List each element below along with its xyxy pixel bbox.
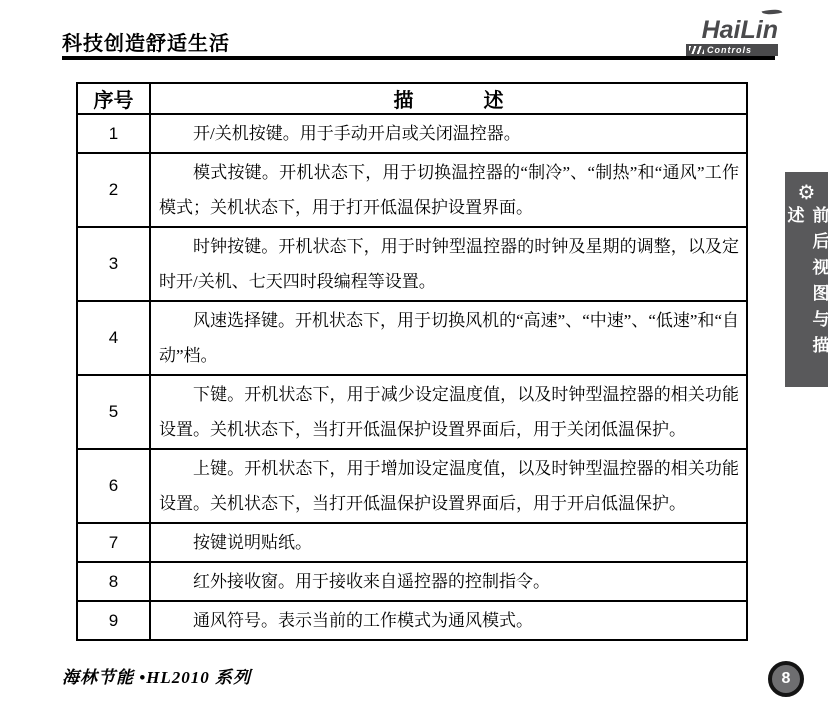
row-description-text: 按键说明贴纸。 — [193, 533, 312, 552]
table-row — [77, 562, 747, 601]
row-description — [150, 601, 747, 640]
table-row — [77, 301, 747, 375]
row-description-text: 风速选择键。开机状态下，用于切换风机的“高速”、“中速”、“低速”和“自动”档。 — [159, 311, 739, 365]
table-header-description — [150, 83, 747, 114]
row-number: 6 — [77, 449, 150, 523]
header-desc-right: 述 — [483, 90, 504, 112]
logo-brand-text — [686, 18, 778, 43]
logo-brand-word: HaiLin — [701, 16, 778, 44]
table-row — [77, 153, 747, 227]
row-number: 2 — [77, 153, 150, 227]
page-number: 8 — [781, 670, 791, 687]
table-row — [77, 449, 747, 523]
logo-bars-icon — [689, 46, 704, 54]
row-number: 9 — [77, 601, 150, 640]
header-desc-left: 描 — [393, 90, 414, 112]
row-description-text: 下键。开机状态下，用于减少设定温度值，以及时钟型温控器的相关功能设置。关机状态下，当打开低温保护设置界面后，用于关闭低温保护。 — [159, 385, 739, 439]
row-description — [150, 562, 747, 601]
table-head — [77, 83, 747, 114]
table-row — [77, 375, 747, 449]
row-description — [150, 449, 747, 523]
row-number: 5 — [77, 375, 150, 449]
header-slogan: 科技创造舒适生活 — [62, 33, 230, 55]
table-row — [77, 601, 747, 640]
footer-series-text: 海林节能 •HL2010 系列 — [62, 668, 252, 687]
row-number: 4 — [77, 301, 150, 375]
section-tab — [785, 172, 828, 387]
row-description — [150, 523, 747, 562]
header-rule — [62, 56, 775, 60]
page-number-badge — [768, 661, 804, 697]
row-description — [150, 227, 747, 301]
row-description-text: 通风符号。表示当前的工作模式为通风模式。 — [193, 611, 533, 630]
table-header-number: 序号 — [77, 83, 150, 114]
table-body — [77, 114, 747, 640]
table-row — [77, 227, 747, 301]
description-table — [76, 82, 748, 641]
row-description — [150, 153, 747, 227]
row-description-text: 时钟按键。开机状态下，用于时钟型温控器的时钟及星期的调整，以及定时开/关机、七天四时段编程等设置。 — [159, 237, 739, 291]
row-description — [150, 301, 747, 375]
logo-banner — [686, 44, 778, 56]
row-description-text: 模式按键。开机状态下，用于切换温控器的“制冷”、“制热”和“通风”工作模式；关机状态下，用于打开低温保护设置界面。 — [159, 163, 739, 217]
table-row — [77, 523, 747, 562]
row-description-text: 红外接收窗。用于接收来自遥控器的控制指令。 — [193, 572, 550, 591]
row-description-text: 上键。开机状态下，用于增加设定温度值，以及时钟型温控器的相关功能设置。关机状态下，当打开低温保护设置界面后，用于开启低温保护。 — [159, 459, 739, 513]
row-number: 7 — [77, 523, 150, 562]
logo-tagline: Controls — [707, 45, 752, 55]
gear-icon: ⚙ — [797, 180, 816, 204]
table-row — [77, 114, 747, 153]
row-number: 1 — [77, 114, 150, 153]
table-header-row — [77, 83, 747, 114]
row-description — [150, 114, 747, 153]
section-tab-label: 前后视图与描述 — [784, 206, 829, 362]
row-description-text: 开/关机按键。用于手动开启或关闭温控器。 — [193, 124, 521, 143]
row-number: 8 — [77, 562, 150, 601]
row-description — [150, 375, 747, 449]
hailin-logo — [686, 18, 778, 56]
row-number: 3 — [77, 227, 150, 301]
